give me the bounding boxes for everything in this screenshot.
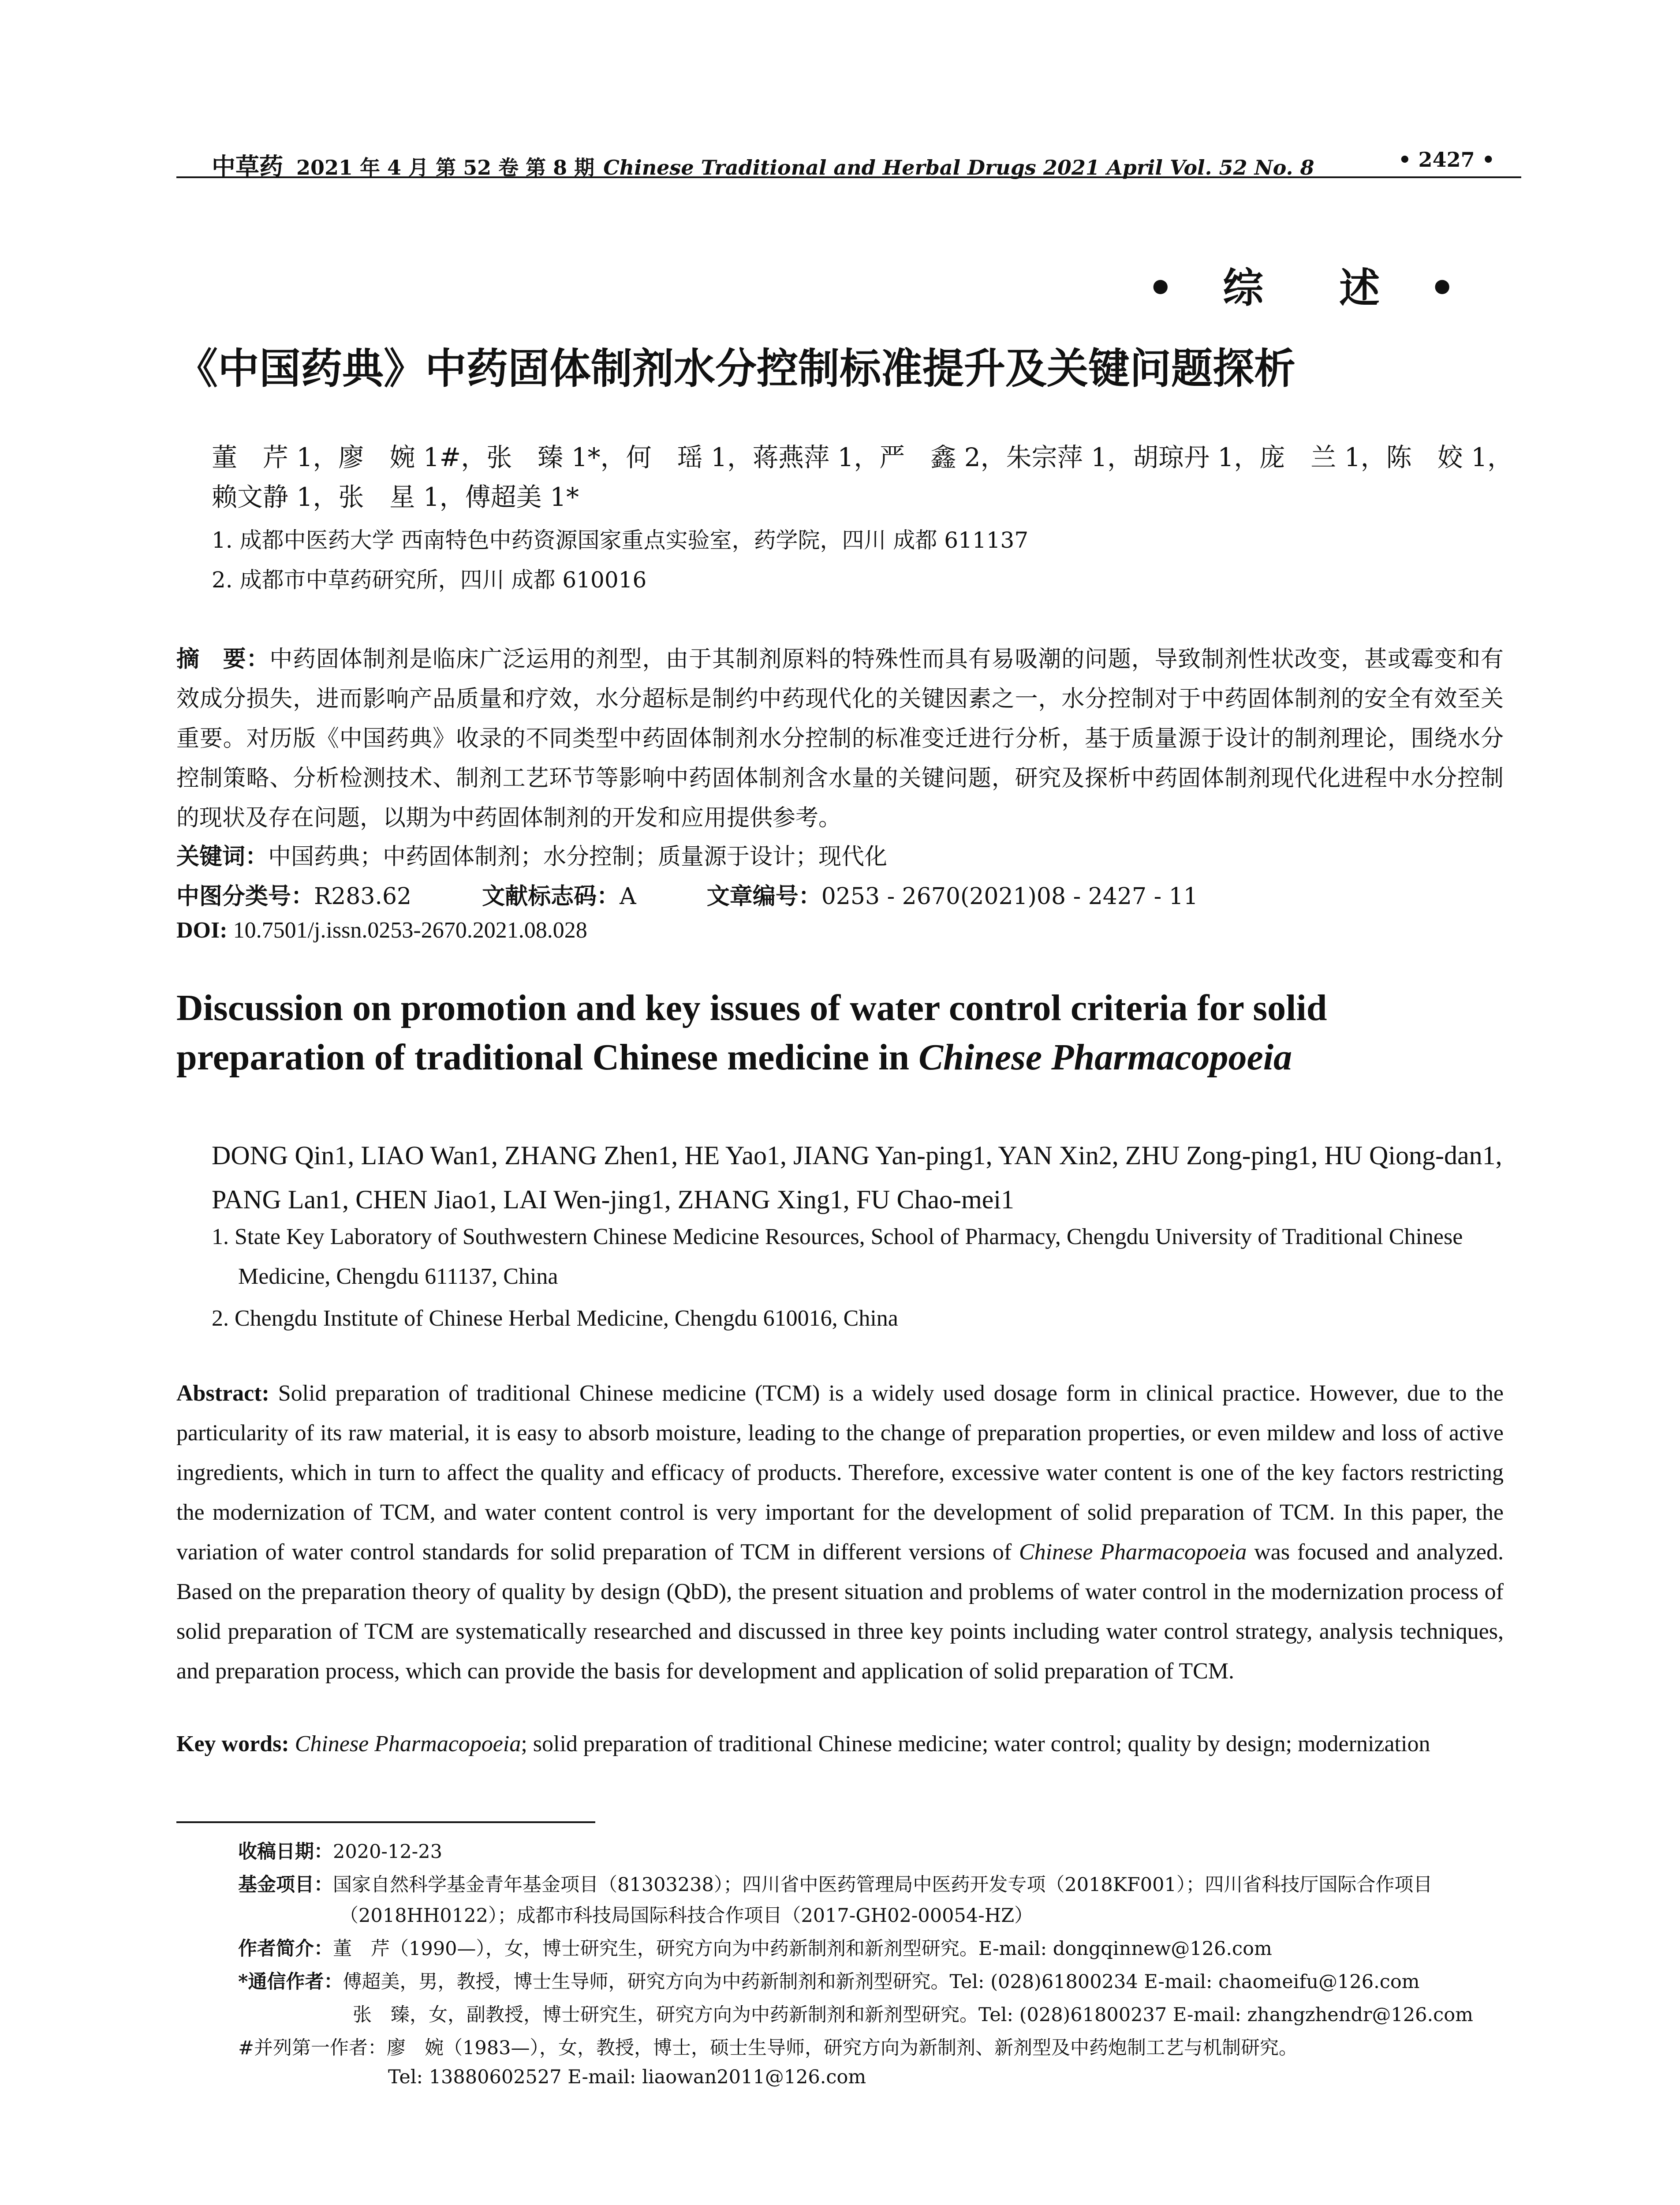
english-authors <box>212 1133 1517 1222</box>
page-number: • 2427 • <box>1398 148 1495 172</box>
issue-en: Chinese Traditional and Herbal Drugs 2021 April Vol. 52 No. 8 <box>603 156 1314 179</box>
chinese-keywords-label: 关键词： <box>176 843 269 870</box>
received-value: 2020-12-23 <box>333 1841 442 1863</box>
article-no-label: 文章编号： <box>706 883 821 910</box>
journal-brand: 中草药 <box>212 152 283 180</box>
bio-label: 作者简介： <box>238 1938 333 1960</box>
fund-line-1: 国家自然科学基金青年基金项目（81303238）；四川省中医药管理局中医药开发专项（2018KF001）；四川省科技厅国际合作项目 <box>333 1874 1433 1896</box>
footnote-received <box>238 1837 442 1864</box>
chinese-title: 《中国药典》中药固体制剂水分控制标准提升及关键问题探析 <box>176 345 1296 393</box>
footnote-bio <box>238 1934 1272 1961</box>
chinese-affiliation-2: 2. 成都市中草药研究所，四川 成都 610016 <box>212 567 647 593</box>
chinese-authors-line-1: 董 芹 1，廖 婉 1#，张 臻 1*，何 瑶 1，蒋燕萍 1，严 鑫 2，朱宗萍 1，胡琼丹 1，庞 兰 1，陈 姣 1， <box>212 442 1513 472</box>
journal-header <box>212 148 1314 182</box>
english-title-italic: Chinese Pharmacopoeia <box>918 1037 1292 1078</box>
doc-code-label: 文献标志码： <box>482 883 620 910</box>
co-first-label: #并列第一作者： <box>238 2037 387 2059</box>
footnote-fund <box>238 1870 1432 1897</box>
chinese-authors-line-2: 赖文静 1，张 星 1，傅超美 1* <box>212 482 579 512</box>
chinese-keywords <box>176 838 887 871</box>
footnote-correspondence <box>238 1967 1420 1994</box>
footnote-co-first-author <box>238 2033 1298 2060</box>
fund-label: 基金项目： <box>238 1874 333 1896</box>
classification-line <box>176 878 1198 911</box>
english-abstract-text-2: was focused and analyzed. Based on the preparation theory of quality by design (QbD), the present situation and problems of water control in the modernization process of solid preparation of TCM are systematically researched and discussed in three key points including water control strategy, analysis techniques, and preparation process, which can provide the basis for development and application of solid preparation of TCM. <box>176 1540 1504 1684</box>
co-first-line-1: 廖 婉（1983—），女，教授，博士，硕士生导师，研究方向为新制剂、新剂型及中药炮制工艺与机制研究。 <box>387 2037 1298 2059</box>
fund-line-2: （2018HH0122）；成都市科技局国际科技合作项目（2017-GH02-00054-HZ） <box>340 1905 1034 1927</box>
english-abstract-label: Abstract: <box>176 1381 269 1406</box>
clc-value: R283.62 <box>314 883 412 910</box>
received-label: 收稿日期： <box>238 1841 333 1863</box>
english-keywords-italic: Chinese Pharmacopoeia <box>295 1731 521 1757</box>
doi-label: DOI: <box>176 918 228 943</box>
doi-value: 10.7501/j.issn.0253-2670.2021.08.028 <box>233 918 587 943</box>
footnote-rule <box>176 1821 595 1823</box>
chinese-affiliation-1: 1. 成都中医药大学 西南特色中药资源国家重点实验室，药学院，四川 成都 611137 <box>212 527 1029 553</box>
correspondence-label: *通信作者： <box>238 1971 343 1993</box>
chinese-keywords-text: 中国药典；中药固体制剂；水分控制；质量源于设计；现代化 <box>268 844 888 870</box>
english-affiliation-2: 2. Chengdu Institute of Chinese Herbal Medicine, Chengdu 610016, China <box>212 1306 898 1331</box>
english-affiliation-1: 1. State Key Laboratory of Southwestern Chinese Medicine Resources, School of Pharmacy, Chengdu University of Traditional Chinese Medicine, Chengdu 611137, China <box>212 1224 1463 1289</box>
section-tag: • 综 述 • <box>1147 264 1473 312</box>
english-title <box>176 983 1521 1082</box>
english-abstract-italic: Chinese Pharmacopoeia <box>1019 1540 1247 1565</box>
english-keywords <box>176 1731 1521 1757</box>
english-keywords-text: ; solid preparation of traditional Chinese medicine; water control; quality by design; modernization <box>521 1731 1430 1757</box>
correspondence-line-1: 傅超美，男，教授，博士生导师，研究方向为中药新制剂和新剂型研究。Tel: (028)61800234 E-mail: chaomeifu@126.com <box>343 1971 1420 1993</box>
article-no-value: 0253 - 2670(2021)08 - 2427 - 11 <box>821 883 1198 910</box>
chinese-abstract-text: 中药固体制剂是临床广泛运用的剂型，由于其制剂原料的特殊性而具有易吸潮的问题，导致制剂性状改变，甚或霉变和有效成分损失，进而影响产品质量和疗效，水分超标是制约中药现代化的关键因素之一，水分控制对于中药固体制剂的安全有效至关重要。对历版《中国药典》收录的不同类型中药固体制剂水分控制的标准变迁进行分析，基于质量源于设计的制剂理论，围绕水分控制策略、分析检测技术、制剂工艺环节等影响中药固体制剂含水量的关键问题，研究及探析中药固体制剂现代化进程中水分控制的现状及存在问题，以期为中药固体制剂的开发和应用提供参考。 <box>176 646 1504 831</box>
english-abstract-text-1: Solid preparation of traditional Chinese medicine (TCM) is a widely used dosage form in clinical practice. However, due to the particularity of its raw material, it is easy to absorb moisture, leading to the change of preparation properties, or even mildew and loss of active ingredients, which in turn to affect the quality and efficacy of products. Therefore, excessive water content is one of the key factors restricting the modernization of TCM, and water content control is very important for the development of solid preparation of TCM. In this paper, the variation of water control standards for solid preparation of TCM in different versions of <box>176 1381 1504 1565</box>
english-keywords-label: Key words: <box>176 1731 289 1757</box>
english-authors-line-2: PANG Lan1, CHEN Jiao1, LAI Wen-jing1, ZHANG Xing1, FU Chao-mei1 <box>212 1185 1015 1214</box>
english-abstract <box>176 1374 1504 1691</box>
bio-text: 董 芹（1990—），女，博士研究生，研究方向为中药新制剂和新剂型研究。E-mail: dongqinnew@126.com <box>333 1938 1272 1960</box>
issue-cn: 2021 年 4 月 第 52 卷 第 8 期 <box>296 156 595 179</box>
doc-code-value: A <box>620 883 636 910</box>
co-first-line-2: Tel: 13880602527 E-mail: liaowan2011@126.com <box>388 2066 866 2088</box>
english-title-text: Discussion on promotion and key issues of water control criteria for solid preparation of traditional Chinese medicine in <box>176 987 1327 1078</box>
chinese-abstract-label: 摘 要： <box>176 646 270 673</box>
english-authors-line-1: DONG Qin1, LIAO Wan1, ZHANG Zhen1, HE Yao1, JIANG Yan-ping1, YAN Xin2, ZHU Zong-ping1, HU Qiong-dan1, <box>212 1141 1502 1170</box>
correspondence-line-2: 张 臻，女，副教授，博士研究生，研究方向为中药新制剂和新剂型研究。Tel: (028)61800237 E-mail: zhangzhendr@126.com <box>353 2004 1473 2026</box>
chinese-abstract <box>176 639 1504 838</box>
doi-line <box>176 917 587 943</box>
clc-label: 中图分类号： <box>176 883 314 910</box>
